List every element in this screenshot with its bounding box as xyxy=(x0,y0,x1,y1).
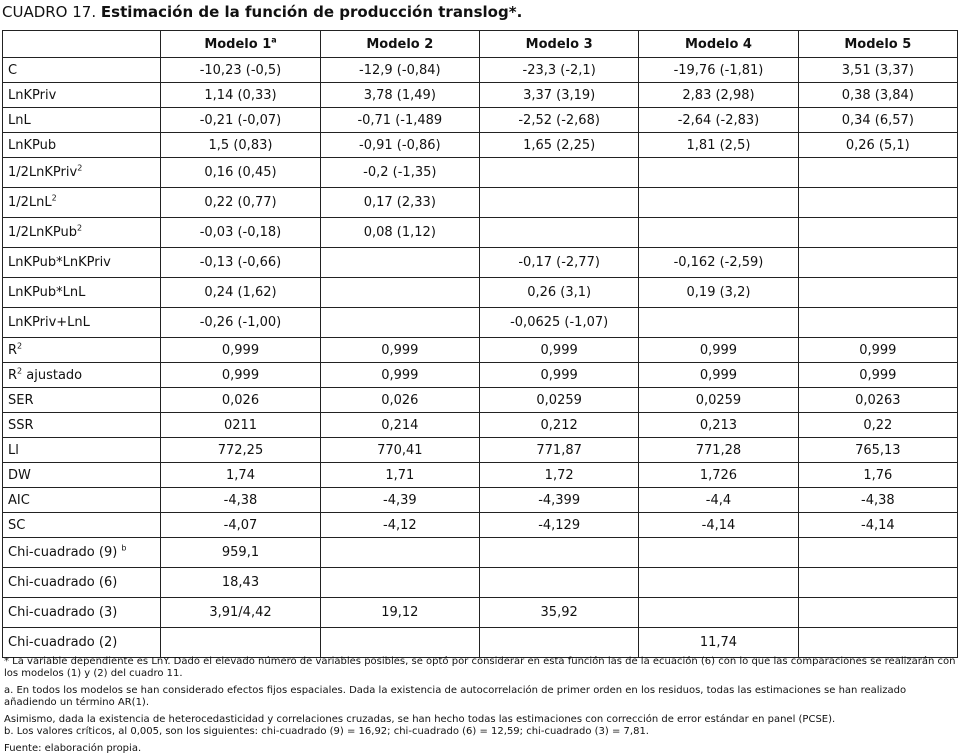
table-row xyxy=(3,338,958,363)
cell-model-4: -19,76 (-1,81) xyxy=(639,58,798,83)
cell-model-4: 2,83 (2,98) xyxy=(639,83,798,108)
row-label-superscript: 2 xyxy=(17,341,23,351)
row-label-text: LnKPriv xyxy=(8,87,57,103)
cell-model-5: 0,999 xyxy=(798,338,957,363)
cell-model-3: -2,52 (-2,68) xyxy=(479,108,638,133)
cell-model-1: 0,026 xyxy=(161,388,320,413)
row-label-text: LnKPub*LnKPriv xyxy=(8,255,111,270)
cell-model-5: 765,13 xyxy=(798,438,957,463)
cell-model-5: 0,38 (3,84) xyxy=(798,83,957,108)
row-label-text: Chi-cuadrado (9) xyxy=(8,545,122,560)
cell-model-2: 0,214 xyxy=(320,413,479,438)
cell-model-3 xyxy=(479,158,638,188)
header-footnote-mark: a xyxy=(271,35,277,45)
cell-model-1: 3,91/4,42 xyxy=(161,598,320,628)
source-note: Fuente: elaboración propia. xyxy=(4,743,142,754)
cell-model-1: 18,43 xyxy=(161,568,320,598)
row-label-text: C xyxy=(8,62,18,78)
cell-model-2: -4,39 xyxy=(320,488,479,513)
table-row xyxy=(3,388,958,413)
cell-model-2: 0,08 (1,12) xyxy=(320,218,479,248)
row-label xyxy=(3,218,161,248)
header-model-2 xyxy=(320,31,479,58)
cell-model-2: 0,999 xyxy=(320,338,479,363)
row-label-superscript: 2 xyxy=(51,193,57,203)
cell-model-5: 0,34 (6,57) xyxy=(798,108,957,133)
cell-model-3: 1,65 (2,25) xyxy=(479,133,638,158)
cell-model-5 xyxy=(798,158,957,188)
note-a-continued: Asimismo, dada la existencia de heterocedasticidad y correlaciones cruzadas, se han hecho todas las estimaciones con corrección de error estándar en panel (PCSE). xyxy=(4,714,836,725)
cell-model-5 xyxy=(798,598,957,628)
row-label xyxy=(3,278,161,308)
cell-model-1: -0,13 (-0,66) xyxy=(161,248,320,278)
cell-model-3: 0,999 xyxy=(479,363,638,388)
cell-model-3: 3,37 (3,19) xyxy=(479,83,638,108)
estimation-table xyxy=(2,30,958,658)
cell-model-2 xyxy=(320,628,479,658)
header-label: Modelo 2 xyxy=(366,36,434,52)
cell-model-2: 19,12 xyxy=(320,598,479,628)
cell-model-5: 0,22 xyxy=(798,413,957,438)
cell-model-3: -23,3 (-2,1) xyxy=(479,58,638,83)
cell-model-1 xyxy=(161,628,320,658)
table-row xyxy=(3,133,958,158)
cell-model-5 xyxy=(798,308,957,338)
cell-model-4: -2,64 (-2,83) xyxy=(639,108,798,133)
row-label-superscript: 2 xyxy=(77,163,83,173)
cell-model-2: 3,78 (1,49) xyxy=(320,83,479,108)
cell-model-1: 1,74 xyxy=(161,463,320,488)
row-label xyxy=(3,248,161,278)
cell-model-1: 0,999 xyxy=(161,363,320,388)
cell-model-1: 0211 xyxy=(161,413,320,438)
cell-model-2: 1,71 xyxy=(320,463,479,488)
row-label-text: Ll xyxy=(8,442,19,458)
cell-model-1: 1,5 (0,83) xyxy=(161,133,320,158)
row-label-text: SC xyxy=(8,517,26,533)
table-body xyxy=(3,58,958,658)
cell-model-3: 35,92 xyxy=(479,598,638,628)
table-row xyxy=(3,83,958,108)
cell-model-3: 0,212 xyxy=(479,413,638,438)
row-label xyxy=(3,188,161,218)
table-row xyxy=(3,628,958,658)
cell-model-5: -4,14 xyxy=(798,513,957,538)
cell-model-4: 771,28 xyxy=(639,438,798,463)
cell-model-4 xyxy=(639,598,798,628)
row-label-text: AIC xyxy=(8,492,30,508)
row-label-text: SER xyxy=(8,392,34,408)
row-label xyxy=(3,598,161,628)
row-label xyxy=(3,308,161,338)
cell-model-4: 0,0259 xyxy=(639,388,798,413)
cell-model-5: 3,51 (3,37) xyxy=(798,58,957,83)
row-label-text: SSR xyxy=(8,417,34,433)
row-label xyxy=(3,158,161,188)
row-label xyxy=(3,628,161,658)
cell-model-1: 0,24 (1,62) xyxy=(161,278,320,308)
row-label xyxy=(3,108,161,133)
note-a: a. En todos los modelos se han considerado efectos fijos espaciales. Dada la existencia de autocorrelación de primer orden en los residuos, todas las estimaciones se han realizado añadiendo un término AR(1). xyxy=(4,685,907,708)
cell-model-1: 772,25 xyxy=(161,438,320,463)
row-label-text: LnKPub*LnL xyxy=(8,285,86,300)
row-label xyxy=(3,488,161,513)
row-label xyxy=(3,568,161,598)
cell-model-4: -0,162 (-2,59) xyxy=(639,248,798,278)
cell-model-3 xyxy=(479,218,638,248)
cell-model-2 xyxy=(320,568,479,598)
cell-model-2 xyxy=(320,538,479,568)
table-caption: Estimación de la función de producción translog*. xyxy=(100,3,523,21)
cell-model-1: -4,38 xyxy=(161,488,320,513)
cell-model-5: 0,999 xyxy=(798,363,957,388)
header-row xyxy=(3,31,958,58)
cell-model-2 xyxy=(320,248,479,278)
cell-model-4: 1,81 (2,5) xyxy=(639,133,798,158)
cell-model-2 xyxy=(320,308,479,338)
table-number: CUADRO 17. xyxy=(2,3,97,21)
cell-model-1: -0,03 (-0,18) xyxy=(161,218,320,248)
header-label: Modelo 4 xyxy=(685,36,752,52)
cell-model-2 xyxy=(320,278,479,308)
cell-model-2: 770,41 xyxy=(320,438,479,463)
cell-model-4 xyxy=(639,308,798,338)
cell-model-1: -10,23 (-0,5) xyxy=(161,58,320,83)
table-row xyxy=(3,568,958,598)
cell-model-1: 0,999 xyxy=(161,338,320,363)
row-label-text: R xyxy=(8,367,18,383)
row-label-text: R xyxy=(8,342,18,358)
cell-model-2: 0,026 xyxy=(320,388,479,413)
table-row xyxy=(3,438,958,463)
table-row xyxy=(3,363,958,388)
cell-model-3 xyxy=(479,188,638,218)
cell-model-5: 1,76 xyxy=(798,463,957,488)
table-row xyxy=(3,538,958,568)
table-row xyxy=(3,598,958,628)
cell-model-1: 959,1 xyxy=(161,538,320,568)
cell-model-5: -4,38 xyxy=(798,488,957,513)
header-label: Modelo 5 xyxy=(844,36,912,52)
cell-model-3: 0,999 xyxy=(479,338,638,363)
cell-model-3 xyxy=(479,568,638,598)
table-row xyxy=(3,248,958,278)
row-label-suffix: ajustado xyxy=(22,367,83,383)
cell-model-3: -4,129 xyxy=(479,513,638,538)
cell-model-1: -0,21 (-0,07) xyxy=(161,108,320,133)
table-row xyxy=(3,513,958,538)
cell-model-4: 1,726 xyxy=(639,463,798,488)
cell-model-5 xyxy=(798,278,957,308)
row-label-text: Chi-cuadrado (6) xyxy=(8,575,118,590)
cell-model-2: -0,91 (-0,86) xyxy=(320,133,479,158)
cell-model-5: 0,0263 xyxy=(798,388,957,413)
cell-model-4: 11,74 xyxy=(639,628,798,658)
cell-model-2: -4,12 xyxy=(320,513,479,538)
cell-model-3: 0,26 (3,1) xyxy=(479,278,638,308)
note-star: * La variable dependiente es LnY. Dado el elevado número de variables posibles, se optó por considerar en esta función las de la ecuación (6) con lo que las comparaciones se realizarán con los modelos (1) y (2) del cuadro 11. xyxy=(4,656,956,679)
row-label xyxy=(3,388,161,413)
cell-model-3: -0,17 (-2,77) xyxy=(479,248,638,278)
cell-model-5 xyxy=(798,628,957,658)
cell-model-4 xyxy=(639,188,798,218)
cell-model-3: -4,399 xyxy=(479,488,638,513)
cell-model-3 xyxy=(479,538,638,568)
cell-model-4 xyxy=(639,568,798,598)
cell-model-4: 0,19 (3,2) xyxy=(639,278,798,308)
row-label-text: Chi-cuadrado (3) xyxy=(8,605,118,620)
row-label xyxy=(3,83,161,108)
cell-model-4: -4,14 xyxy=(639,513,798,538)
header-model-5 xyxy=(798,31,957,58)
cell-model-4: -4,4 xyxy=(639,488,798,513)
row-label-text: LnKPub xyxy=(8,137,57,153)
row-label-text: LnL xyxy=(8,112,31,128)
table-row xyxy=(3,218,958,248)
cell-model-3: 1,72 xyxy=(479,463,638,488)
row-label xyxy=(3,463,161,488)
row-label-text: LnKPriv+LnL xyxy=(8,315,90,330)
row-label xyxy=(3,513,161,538)
cell-model-5 xyxy=(798,218,957,248)
table-row xyxy=(3,278,958,308)
note-b: b. Los valores críticos, al 0,005, son los siguientes: chi-cuadrado (9) = 16,92; chi-cuadrado (6) = 12,59; chi-cuadrado (3) = 7,81. xyxy=(4,726,649,737)
row-label-superscript: 2 xyxy=(77,223,83,233)
row-label xyxy=(3,133,161,158)
table-row xyxy=(3,158,958,188)
table-title xyxy=(2,3,522,21)
cell-model-1: 0,22 (0,77) xyxy=(161,188,320,218)
row-label xyxy=(3,338,161,363)
cell-model-5 xyxy=(798,538,957,568)
row-label-superscript: b xyxy=(121,543,127,553)
cell-model-5 xyxy=(798,248,957,278)
cell-model-2: 0,17 (2,33) xyxy=(320,188,479,218)
cell-model-5: 0,26 (5,1) xyxy=(798,133,957,158)
header-corner xyxy=(3,31,161,58)
row-label-text: Chi-cuadrado (2) xyxy=(8,635,118,650)
table-row xyxy=(3,58,958,83)
cell-model-4 xyxy=(639,218,798,248)
row-label-superscript: 2 xyxy=(17,366,23,376)
cell-model-2: -12,9 (-0,84) xyxy=(320,58,479,83)
cell-model-4: 0,213 xyxy=(639,413,798,438)
row-label xyxy=(3,58,161,83)
cell-model-4: 0,999 xyxy=(639,338,798,363)
cell-model-2: 0,999 xyxy=(320,363,479,388)
cell-model-3 xyxy=(479,628,638,658)
cell-model-3: -0,0625 (-1,07) xyxy=(479,308,638,338)
table-row xyxy=(3,413,958,438)
cell-model-4 xyxy=(639,538,798,568)
row-label-text: 1/2LnKPriv xyxy=(8,165,78,180)
row-label-text: DW xyxy=(8,467,31,483)
cell-model-5 xyxy=(798,568,957,598)
cell-model-2: -0,71 (-1,489 xyxy=(320,108,479,133)
header-label: Modelo 1 xyxy=(204,36,272,52)
table-row xyxy=(3,308,958,338)
table-row xyxy=(3,488,958,513)
footnotes xyxy=(4,656,956,755)
table-row xyxy=(3,463,958,488)
header-label: Modelo 3 xyxy=(525,36,593,52)
row-label-text: 1/2LnKPub xyxy=(8,225,78,240)
cell-model-3: 771,87 xyxy=(479,438,638,463)
cell-model-4 xyxy=(639,158,798,188)
header-model-3 xyxy=(479,31,638,58)
table-row xyxy=(3,108,958,133)
cell-model-3: 0,0259 xyxy=(479,388,638,413)
row-label xyxy=(3,413,161,438)
row-label xyxy=(3,538,161,568)
cell-model-1: -0,26 (-1,00) xyxy=(161,308,320,338)
cell-model-4: 0,999 xyxy=(639,363,798,388)
row-label xyxy=(3,363,161,388)
cell-model-5 xyxy=(798,188,957,218)
cell-model-1: 1,14 (0,33) xyxy=(161,83,320,108)
header-model-1 xyxy=(161,31,320,58)
header-model-4 xyxy=(639,31,798,58)
cell-model-1: -4,07 xyxy=(161,513,320,538)
row-label xyxy=(3,438,161,463)
cell-model-1: 0,16 (0,45) xyxy=(161,158,320,188)
cell-model-2: -0,2 (-1,35) xyxy=(320,158,479,188)
table-row xyxy=(3,188,958,218)
row-label-text: 1/2LnL xyxy=(8,195,52,210)
